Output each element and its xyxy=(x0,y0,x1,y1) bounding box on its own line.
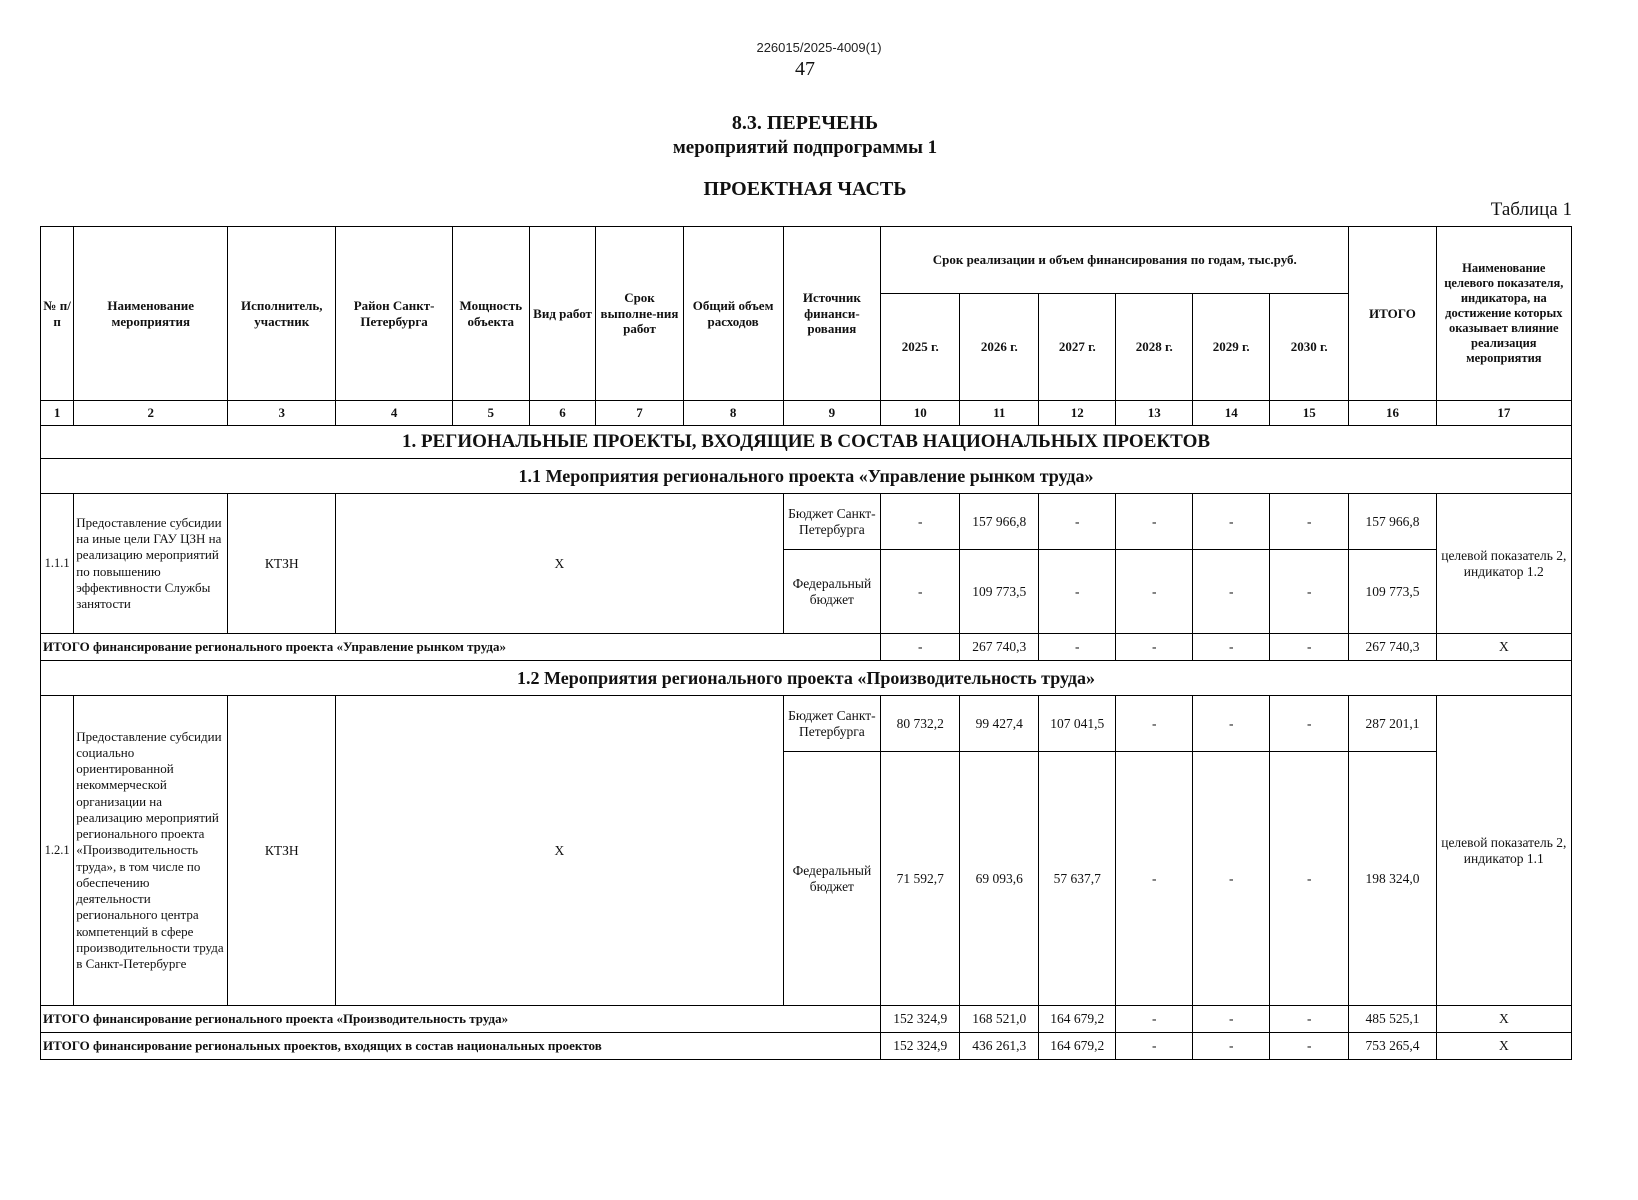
row-total: 157 966,8 xyxy=(1349,494,1436,550)
funding-source: Федеральный бюджет xyxy=(783,752,881,1006)
header-work-type: Вид работ xyxy=(529,227,596,401)
row-total: 267 740,3 xyxy=(1349,634,1436,661)
value-cell: 152 324,9 xyxy=(881,1033,960,1060)
value-cell: - xyxy=(1116,1006,1193,1033)
value-cell: - xyxy=(1116,634,1193,661)
document-subtitle: мероприятий подпрограммы 1 xyxy=(672,137,938,158)
value-cell: - xyxy=(1270,696,1349,752)
value-cell: - xyxy=(1193,634,1270,661)
value-cell: 69 093,6 xyxy=(960,752,1039,1006)
measures-table xyxy=(40,226,1572,1060)
value-cell: - xyxy=(1193,1006,1270,1033)
value-cell: 164 679,2 xyxy=(1039,1033,1116,1060)
header-year: 2025 г. xyxy=(881,294,960,401)
subtotal-label: ИТОГО финансирование регионального проекта «Управление рынком труда» xyxy=(41,634,881,661)
header-name: Наименование мероприятия xyxy=(74,227,228,401)
subsection-heading: 1.2 Мероприятия регионального проекта «Производительность труда» xyxy=(41,661,1572,696)
row-total: 198 324,0 xyxy=(1349,752,1436,1006)
value-cell: - xyxy=(881,634,960,661)
value-cell: 436 261,3 xyxy=(960,1033,1039,1060)
column-number: 2 xyxy=(74,401,228,426)
subtotal-row xyxy=(41,1006,1572,1033)
column-number: 17 xyxy=(1436,401,1571,426)
value-cell: - xyxy=(1116,696,1193,752)
not-applicable-mark: X xyxy=(336,494,783,634)
header-year: 2029 г. xyxy=(1193,294,1270,401)
subtotal-row xyxy=(41,634,1572,661)
value-cell: 80 732,2 xyxy=(881,696,960,752)
value-cell: 267 740,3 xyxy=(960,634,1039,661)
header-total-volume: Общий объем расходов xyxy=(683,227,783,401)
column-number: 11 xyxy=(960,401,1039,426)
header-year: 2028 г. xyxy=(1116,294,1193,401)
header-year: 2027 г. xyxy=(1039,294,1116,401)
registration-number: 226015/2025-4009(1) xyxy=(756,40,882,55)
section-heading: 1. РЕГИОНАЛЬНЫЕ ПРОЕКТЫ, ВХОДЯЩИЕ В СОСТАВ НАЦИОНАЛЬНЫХ ПРОЕКТОВ xyxy=(41,426,1572,459)
funding-source: Бюджет Санкт-Петербурга xyxy=(783,696,881,752)
not-applicable-mark: X xyxy=(336,696,783,1006)
column-number-row xyxy=(41,401,1572,426)
header-total: ИТОГО xyxy=(1349,227,1436,401)
value-cell: - xyxy=(1193,550,1270,634)
value-cell: - xyxy=(1193,494,1270,550)
header-deadline: Срок выполне-ния работ xyxy=(596,227,683,401)
header-year: 2030 г. xyxy=(1270,294,1349,401)
value-cell: - xyxy=(1116,1033,1193,1060)
column-number: 9 xyxy=(783,401,881,426)
table-row xyxy=(41,494,1572,550)
value-cell: - xyxy=(1193,696,1270,752)
row-number: 1.2.1 xyxy=(41,696,74,1006)
column-number: 7 xyxy=(596,401,683,426)
value-cell: - xyxy=(1193,1033,1270,1060)
value-cell: - xyxy=(1116,494,1193,550)
funding-source: Бюджет Санкт-Петербурга xyxy=(783,494,881,550)
column-number: 15 xyxy=(1270,401,1349,426)
value-cell: - xyxy=(881,494,960,550)
header-executor: Исполнитель, участник xyxy=(228,227,336,401)
value-cell: - xyxy=(1116,550,1193,634)
executor: КТЗН xyxy=(228,494,336,634)
value-cell: 157 966,8 xyxy=(960,494,1039,550)
grand-total-row xyxy=(41,1033,1572,1060)
section-title: ПРОЕКТНАЯ ЧАСТЬ xyxy=(703,178,907,200)
value-cell: - xyxy=(1270,752,1349,1006)
column-number: 13 xyxy=(1116,401,1193,426)
value-cell: 107 041,5 xyxy=(1039,696,1116,752)
document-title: 8.3. ПЕРЕЧЕНЬ xyxy=(731,112,879,134)
value-cell: - xyxy=(1270,550,1349,634)
header-capacity: Мощность объекта xyxy=(452,227,529,401)
target-indicator: целевой показатель 2, индикатор 1.1 xyxy=(1436,696,1571,1006)
header-source: Источник финанси-рования xyxy=(783,227,881,401)
target-indicator: целевой показатель 2, индикатор 1.2 xyxy=(1436,494,1571,634)
column-number: 5 xyxy=(452,401,529,426)
not-applicable-mark: X xyxy=(1436,1006,1571,1033)
column-number: 8 xyxy=(683,401,783,426)
header-indicator: Наименование целевого показателя, индикатора, на достижение которых оказывает влияние реализация мероприятия xyxy=(1436,227,1571,401)
value-cell: 71 592,7 xyxy=(881,752,960,1006)
column-number: 14 xyxy=(1193,401,1270,426)
funding-source: Федеральный бюджет xyxy=(783,550,881,634)
row-total: 287 201,1 xyxy=(1349,696,1436,752)
value-cell: 99 427,4 xyxy=(960,696,1039,752)
row-total: 753 265,4 xyxy=(1349,1033,1436,1060)
table-row xyxy=(41,696,1572,752)
column-number: 12 xyxy=(1039,401,1116,426)
column-number: 16 xyxy=(1349,401,1436,426)
column-number: 10 xyxy=(881,401,960,426)
value-cell: - xyxy=(1193,752,1270,1006)
value-cell: - xyxy=(1039,494,1116,550)
header-district: Район Санкт-Петербурга xyxy=(336,227,452,401)
header-year: 2026 г. xyxy=(960,294,1039,401)
value-cell: - xyxy=(1039,550,1116,634)
value-cell: - xyxy=(1270,1006,1349,1033)
measure-name: Предоставление субсидии социально ориентированной некоммерческой организации на реализацию мероприятий регионального проекта «Производительность труда», в том числе по обеспечению деятельности регионального центра компетенций в сфере производительности труда в Санкт-Петербурге xyxy=(74,696,228,1006)
column-number: 6 xyxy=(529,401,596,426)
column-number: 1 xyxy=(41,401,74,426)
subtotal-label: ИТОГО финансирование регионального проекта «Производительность труда» xyxy=(41,1006,881,1033)
table-label: Таблица 1 xyxy=(1490,199,1572,220)
row-total: 109 773,5 xyxy=(1349,550,1436,634)
page-number: 47 xyxy=(795,58,815,80)
row-total: 485 525,1 xyxy=(1349,1006,1436,1033)
column-number: 3 xyxy=(228,401,336,426)
value-cell: 152 324,9 xyxy=(881,1006,960,1033)
value-cell: 168 521,0 xyxy=(960,1006,1039,1033)
header-num: № п/п xyxy=(41,227,74,401)
executor: КТЗН xyxy=(228,696,336,1006)
not-applicable-mark: X xyxy=(1436,634,1571,661)
header-period: Срок реализации и объем финансирования по годам, тыс.руб. xyxy=(881,227,1349,294)
value-cell: - xyxy=(1270,634,1349,661)
column-number: 4 xyxy=(336,401,452,426)
not-applicable-mark: X xyxy=(1436,1033,1571,1060)
value-cell: - xyxy=(1270,494,1349,550)
value-cell: - xyxy=(881,550,960,634)
value-cell: 164 679,2 xyxy=(1039,1006,1116,1033)
value-cell: - xyxy=(1270,1033,1349,1060)
measure-name: Предоставление субсидии на иные цели ГАУ ЦЗН на реализацию мероприятий по повышению эффективности Службы занятости xyxy=(74,494,228,634)
grand-total-label: ИТОГО финансирование региональных проектов, входящих в состав национальных проектов xyxy=(41,1033,881,1060)
subsection-heading: 1.1 Мероприятия регионального проекта «Управление рынком труда» xyxy=(41,459,1572,494)
value-cell: 109 773,5 xyxy=(960,550,1039,634)
value-cell: - xyxy=(1039,634,1116,661)
value-cell: 57 637,7 xyxy=(1039,752,1116,1006)
value-cell: - xyxy=(1116,752,1193,1006)
row-number: 1.1.1 xyxy=(41,494,74,634)
